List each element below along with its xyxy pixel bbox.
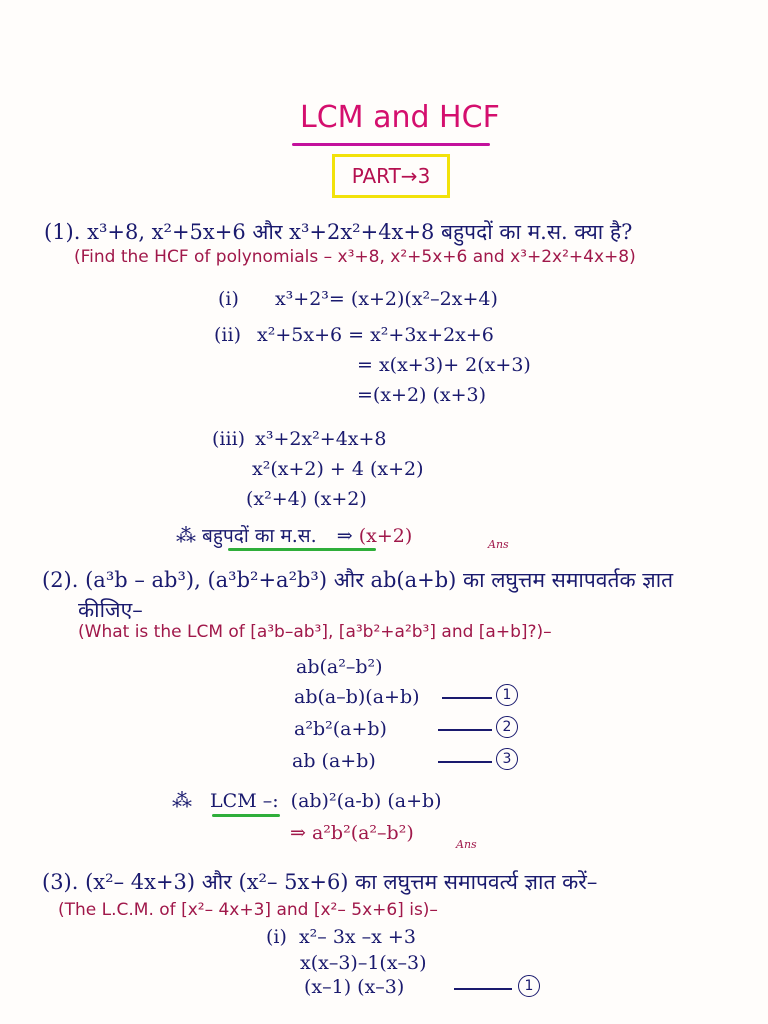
q2-ans: Ans: [456, 838, 477, 851]
q3-question: [42, 868, 597, 896]
q1-result-underline: [228, 548, 376, 551]
q3-step-i-a: x²– 3x –x +3: [298, 926, 416, 948]
q2-line3: a²b²(a+b): [294, 718, 387, 740]
q2-lcm-result-value: a²b²(a²–b²): [311, 822, 414, 844]
q1-step-iii: [212, 428, 387, 450]
title-underline: [292, 143, 490, 146]
q1-step-ii-label: (ii): [214, 324, 241, 346]
q2-dash3: [438, 761, 492, 763]
q1-step-iii-a: x³+2x²+4x+8: [255, 428, 387, 450]
q3-step-i-b: x(x–3)–1(x–3): [300, 952, 427, 974]
q2-line2: ab(a–b)(a+b): [294, 686, 420, 708]
q1-step-i-text: x³+2³= (x+2)(x²–2x+4): [274, 288, 498, 310]
q1-text: x³+8, x²+5x+6 और x³+2x²+4x+8 बहुपदों का म.स. क्या है?: [87, 220, 633, 244]
q1-step-ii: [214, 324, 494, 346]
q3-step-i-c: (x–1) (x–3): [304, 976, 405, 998]
q2-text-b: कीजिए–: [78, 598, 143, 622]
q1-result-arrow: ⇒: [336, 525, 353, 547]
q1-step-ii-b: = x(x+3)+ 2(x+3): [357, 354, 531, 376]
q3-dash1: [454, 988, 512, 990]
q2-english: (What is the LCM of [a³b–ab³], [a³b²+a²b³] and [a+b]?)–: [78, 622, 552, 642]
q1-ans: Ans: [488, 538, 509, 551]
q2-dash2: [438, 729, 492, 731]
q2-number: (2).: [42, 568, 79, 592]
star-icon: ⁂: [172, 788, 192, 812]
q2-line1: ab(a²–b²): [296, 656, 383, 678]
q2-lcm-arrow: ⇒: [290, 822, 306, 844]
q2-lcm-result: [290, 822, 414, 844]
q3-mark1: 1: [518, 975, 540, 997]
q2-mark2: 2: [496, 716, 518, 738]
q1-number: (1).: [44, 220, 81, 244]
q1-step-iii-b: x²(x+2) + 4 (x+2): [252, 458, 424, 480]
q1-step-i: [218, 288, 498, 310]
q3-step-i: [266, 926, 416, 948]
page-title: LCM and HCF: [300, 100, 500, 135]
q2-lcm-underline: [212, 814, 280, 817]
q1-step-i-label: (i): [218, 288, 239, 310]
q3-english: (The L.C.M. of [x²– 4x+3] and [x²– 5x+6] is)–: [58, 900, 438, 920]
q2-mark1: 1: [496, 684, 518, 706]
q1-question: [44, 218, 632, 246]
q3-step-i-label: (i): [266, 926, 287, 948]
q2-dash1: [442, 697, 492, 699]
part-label-box: PART→3: [332, 154, 450, 198]
q1-step-ii-a: x²+5x+6 = x²+3x+2x+6: [257, 324, 494, 346]
q3-text: (x²– 4x+3) और (x²– 5x+6) का लघुत्तम समापवर्त्य ज्ञात करें–: [85, 870, 598, 894]
q2-line4: ab (a+b): [292, 750, 376, 772]
q1-step-iii-label: (iii): [212, 428, 246, 450]
q2-lcm-expr: (ab)²(a-b) (a+b): [290, 790, 442, 812]
q1-result: [176, 522, 412, 548]
q2-question: [42, 566, 673, 594]
star-icon: ⁂: [176, 523, 196, 547]
q2-text-a: (a³b – ab³), (a³b²+a²b³) और ab(a+b) का लघुत्तम समापवर्तक ज्ञात: [85, 568, 674, 592]
q1-english: (Find the HCF of polynomials – x³+8, x²+5x+6 and x³+2x²+4x+8): [74, 247, 636, 267]
q2-lcm: [172, 788, 442, 812]
q3-number: (3).: [42, 870, 79, 894]
q1-result-label: बहुपदों का म.स.: [202, 525, 317, 547]
q1-result-value: (x+2): [358, 525, 413, 547]
q1-step-ii-c: =(x+2) (x+3): [357, 384, 487, 406]
q1-step-iii-c: (x²+4) (x+2): [246, 488, 367, 510]
q2-lcm-label: LCM –:: [210, 790, 279, 812]
q2-mark3: 3: [496, 748, 518, 770]
